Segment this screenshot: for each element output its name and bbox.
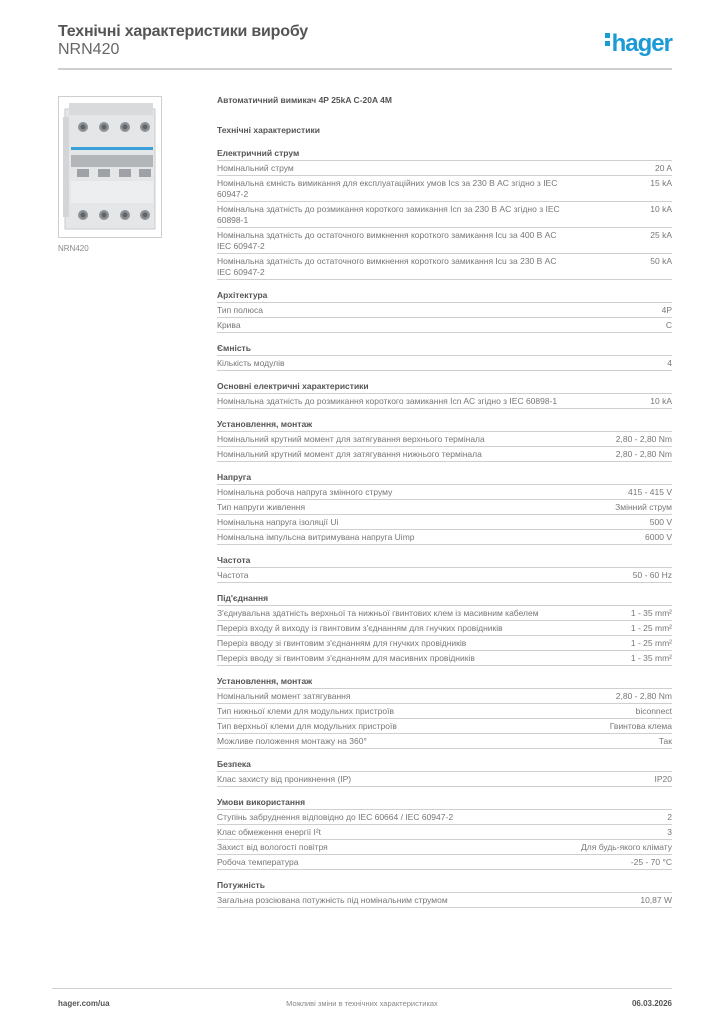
spec-value: 1 - 35 mm² xyxy=(630,608,672,618)
spec-label: Номінальна імпульсна витримувана напруга Uimp xyxy=(217,532,415,542)
spec-value: Гвинтова клема xyxy=(609,721,672,731)
spec-label: Тип нижньої клеми для модульних пристроїв xyxy=(217,706,394,716)
spec-row xyxy=(217,704,672,719)
spec-value: 4 xyxy=(667,358,672,368)
spec-value: 415 - 415 V xyxy=(628,487,672,497)
spec-value: 1 - 35 mm² xyxy=(630,653,672,663)
spec-label: Номінальна здатність до розмикання короткого замикання Icn AC згідно з IEC 60898-1 xyxy=(217,396,558,406)
photo-caption: NRN420 xyxy=(58,244,89,253)
spec-row xyxy=(217,651,672,666)
spec-value: Змінний струм xyxy=(615,502,672,512)
spec-section xyxy=(217,593,672,666)
spec-row xyxy=(217,254,672,280)
spec-value: 15 kA xyxy=(650,178,672,188)
spec-row xyxy=(217,303,672,318)
spec-row xyxy=(217,318,672,333)
section-title: Безпека xyxy=(217,759,672,772)
spec-value: C xyxy=(665,320,672,330)
spec-label: Номінальна напруга ізоляції Ui xyxy=(217,517,339,527)
spec-section xyxy=(217,797,672,870)
section-title: Установлення, монтаж xyxy=(217,676,672,689)
spec-label: Загальна розсіювана потужність під номінальним струмом xyxy=(217,895,448,905)
spec-label: Номінальна здатність до остаточного вимкнення короткого замикання Icu за 230 В AC IEC 60947-2 xyxy=(217,256,557,277)
spec-section xyxy=(217,381,672,409)
section-title: Установлення, монтаж xyxy=(217,419,672,432)
spec-row xyxy=(217,432,672,447)
footer-website[interactable]: hager.com/ua xyxy=(58,999,110,1008)
spec-section xyxy=(217,343,672,371)
spec-row xyxy=(217,568,672,583)
spec-row xyxy=(217,447,672,462)
spec-row xyxy=(217,356,672,371)
spec-row xyxy=(217,202,672,228)
spec-label: Кількість модулів xyxy=(217,358,285,368)
spec-row xyxy=(217,515,672,530)
spec-row xyxy=(217,893,672,908)
spec-row xyxy=(217,825,672,840)
spec-label: Переріз вводу зі гвинтовим з'єднанням для гнучких провідників xyxy=(217,638,467,648)
product-photo xyxy=(58,96,162,238)
spec-value: 2,80 - 2,80 Nm xyxy=(615,434,672,444)
document-title: Технічні характеристики виробу xyxy=(58,23,308,40)
footer-date: 06.03.2026 xyxy=(631,999,672,1008)
spec-value: 2,80 - 2,80 Nm xyxy=(615,691,672,701)
spec-label: Можливе положення монтажу на 360° xyxy=(217,736,367,746)
spec-value: -25 - 70 °C xyxy=(630,857,672,867)
spec-label: Крива xyxy=(217,320,241,330)
spec-label: Клас обмеження енергії I²t xyxy=(217,827,322,837)
spec-row xyxy=(217,606,672,621)
spec-row xyxy=(217,485,672,500)
spec-value: Для будь-якого клімату xyxy=(581,842,672,852)
spec-label: Номінальний крутний момент для затягування верхнього термінала xyxy=(217,434,485,444)
spec-row xyxy=(217,500,672,515)
spec-section xyxy=(217,880,672,908)
spec-value: 2 xyxy=(667,812,672,822)
spec-section xyxy=(217,759,672,787)
product-reference: NRN420 xyxy=(58,41,120,58)
spec-section xyxy=(217,555,672,583)
spec-label: Переріз входу й виходу із гвинтовим з'єднанням для гнучких провідників xyxy=(217,623,503,633)
section-title: Напруга xyxy=(217,472,672,485)
spec-label: Клас захисту від проникнення (IP) xyxy=(217,774,352,784)
spec-section xyxy=(217,472,672,545)
spec-label: Ступінь забруднення відповідно до IEC 60664 / IEC 60947-2 xyxy=(217,812,454,822)
spec-value: Так xyxy=(658,736,672,746)
spec-value: 1 - 25 mm² xyxy=(630,638,672,648)
spec-label: Захист від вологості повітря xyxy=(217,842,328,852)
spec-value: 10 kA xyxy=(650,396,672,406)
spec-label: Номінальний струм xyxy=(217,163,294,173)
spec-value: 2,80 - 2,80 Nm xyxy=(615,449,672,459)
footer-disclaimer: Можливі зміни в технічних характеристиках xyxy=(286,999,438,1008)
spec-row xyxy=(217,394,672,409)
spec-row xyxy=(217,772,672,787)
spec-label: Тип полюса xyxy=(217,305,263,315)
spec-value: biconnect xyxy=(635,706,672,716)
spec-label: Частота xyxy=(217,570,249,580)
spec-row xyxy=(217,689,672,704)
spec-label: Номінальний крутний момент для затягування нижнього термінала xyxy=(217,449,482,459)
spec-sections xyxy=(217,148,672,908)
spec-label: Робоча температура xyxy=(217,857,299,867)
spec-value: 50 kA xyxy=(650,256,672,266)
spec-row xyxy=(217,161,672,176)
spec-label: Тип верхньої клеми для модульних пристроїв xyxy=(217,721,397,731)
spec-row xyxy=(217,840,672,855)
spec-row xyxy=(217,734,672,749)
spec-row xyxy=(217,855,672,870)
section-title: Частота xyxy=(217,555,672,568)
spec-content xyxy=(217,95,672,918)
product-name: Автоматичний вимикач 4P 25kA C-20A 4M xyxy=(217,95,392,105)
section-title: Ємність xyxy=(217,343,672,356)
spec-label: Переріз вводу зі гвинтовим з'єднанням для масивних провідників xyxy=(217,653,475,663)
section-title: Умови використання xyxy=(217,797,672,810)
spec-value: 10,87 W xyxy=(640,895,672,905)
page-header xyxy=(58,20,672,70)
spec-value: 20 A xyxy=(654,163,672,173)
page-footer xyxy=(52,988,672,1019)
section-title: Архітектура xyxy=(217,290,672,303)
spec-value: 1 - 25 mm² xyxy=(630,623,672,633)
spec-value: 500 V xyxy=(649,517,672,527)
spec-value: 10 kA xyxy=(650,204,672,214)
spec-row xyxy=(217,530,672,545)
spec-label: Номінальна робоча напруга змінного струму xyxy=(217,487,393,497)
spec-label: З'єднувальна здатність верхньої та нижньої гвинтових клем із масивним кабелем xyxy=(217,608,539,618)
spec-row xyxy=(217,228,672,254)
spec-value: 3 xyxy=(667,827,672,837)
section-title: Основні електричні характеристики xyxy=(217,381,672,394)
spec-section xyxy=(217,148,672,280)
logo-colon-icon xyxy=(605,30,610,49)
spec-section xyxy=(217,676,672,749)
spec-row xyxy=(217,719,672,734)
spec-row xyxy=(217,176,672,202)
spec-value: 6000 V xyxy=(645,532,672,542)
spec-section xyxy=(217,419,672,462)
spec-label: Номінальна ємність вимикання для експлуатаційних умов Ics за 230 В AC згідно з IEC 60947-2 xyxy=(217,178,558,199)
spec-row xyxy=(217,636,672,651)
spec-row xyxy=(217,810,672,825)
spec-label: Тип напруги живлення xyxy=(217,502,306,512)
spec-label: Номінальна здатність до розмикання короткого замикання Icn за 230 В AC згідно з IEC 60898-1 xyxy=(217,204,560,225)
spec-section xyxy=(217,290,672,333)
spec-label: Номінальний момент затягування xyxy=(217,691,351,701)
hager-logo: hager xyxy=(605,30,672,58)
spec-value: 4P xyxy=(661,305,672,315)
spec-value: 25 kA xyxy=(650,230,672,240)
tech-specs-heading: Технічні характеристики xyxy=(217,125,320,135)
section-title: Під'єднання xyxy=(217,593,672,606)
spec-value: IP20 xyxy=(654,774,672,784)
section-title: Електричний струм xyxy=(217,148,672,161)
spec-row xyxy=(217,621,672,636)
spec-value: 50 - 60 Hz xyxy=(632,570,672,580)
spec-label: Номінальна здатність до остаточного вимкнення короткого замикання Icu за 400 В AC IEC 60947-2 xyxy=(217,230,557,251)
circuit-breaker-icon xyxy=(59,97,161,237)
section-title: Потужність xyxy=(217,880,672,893)
